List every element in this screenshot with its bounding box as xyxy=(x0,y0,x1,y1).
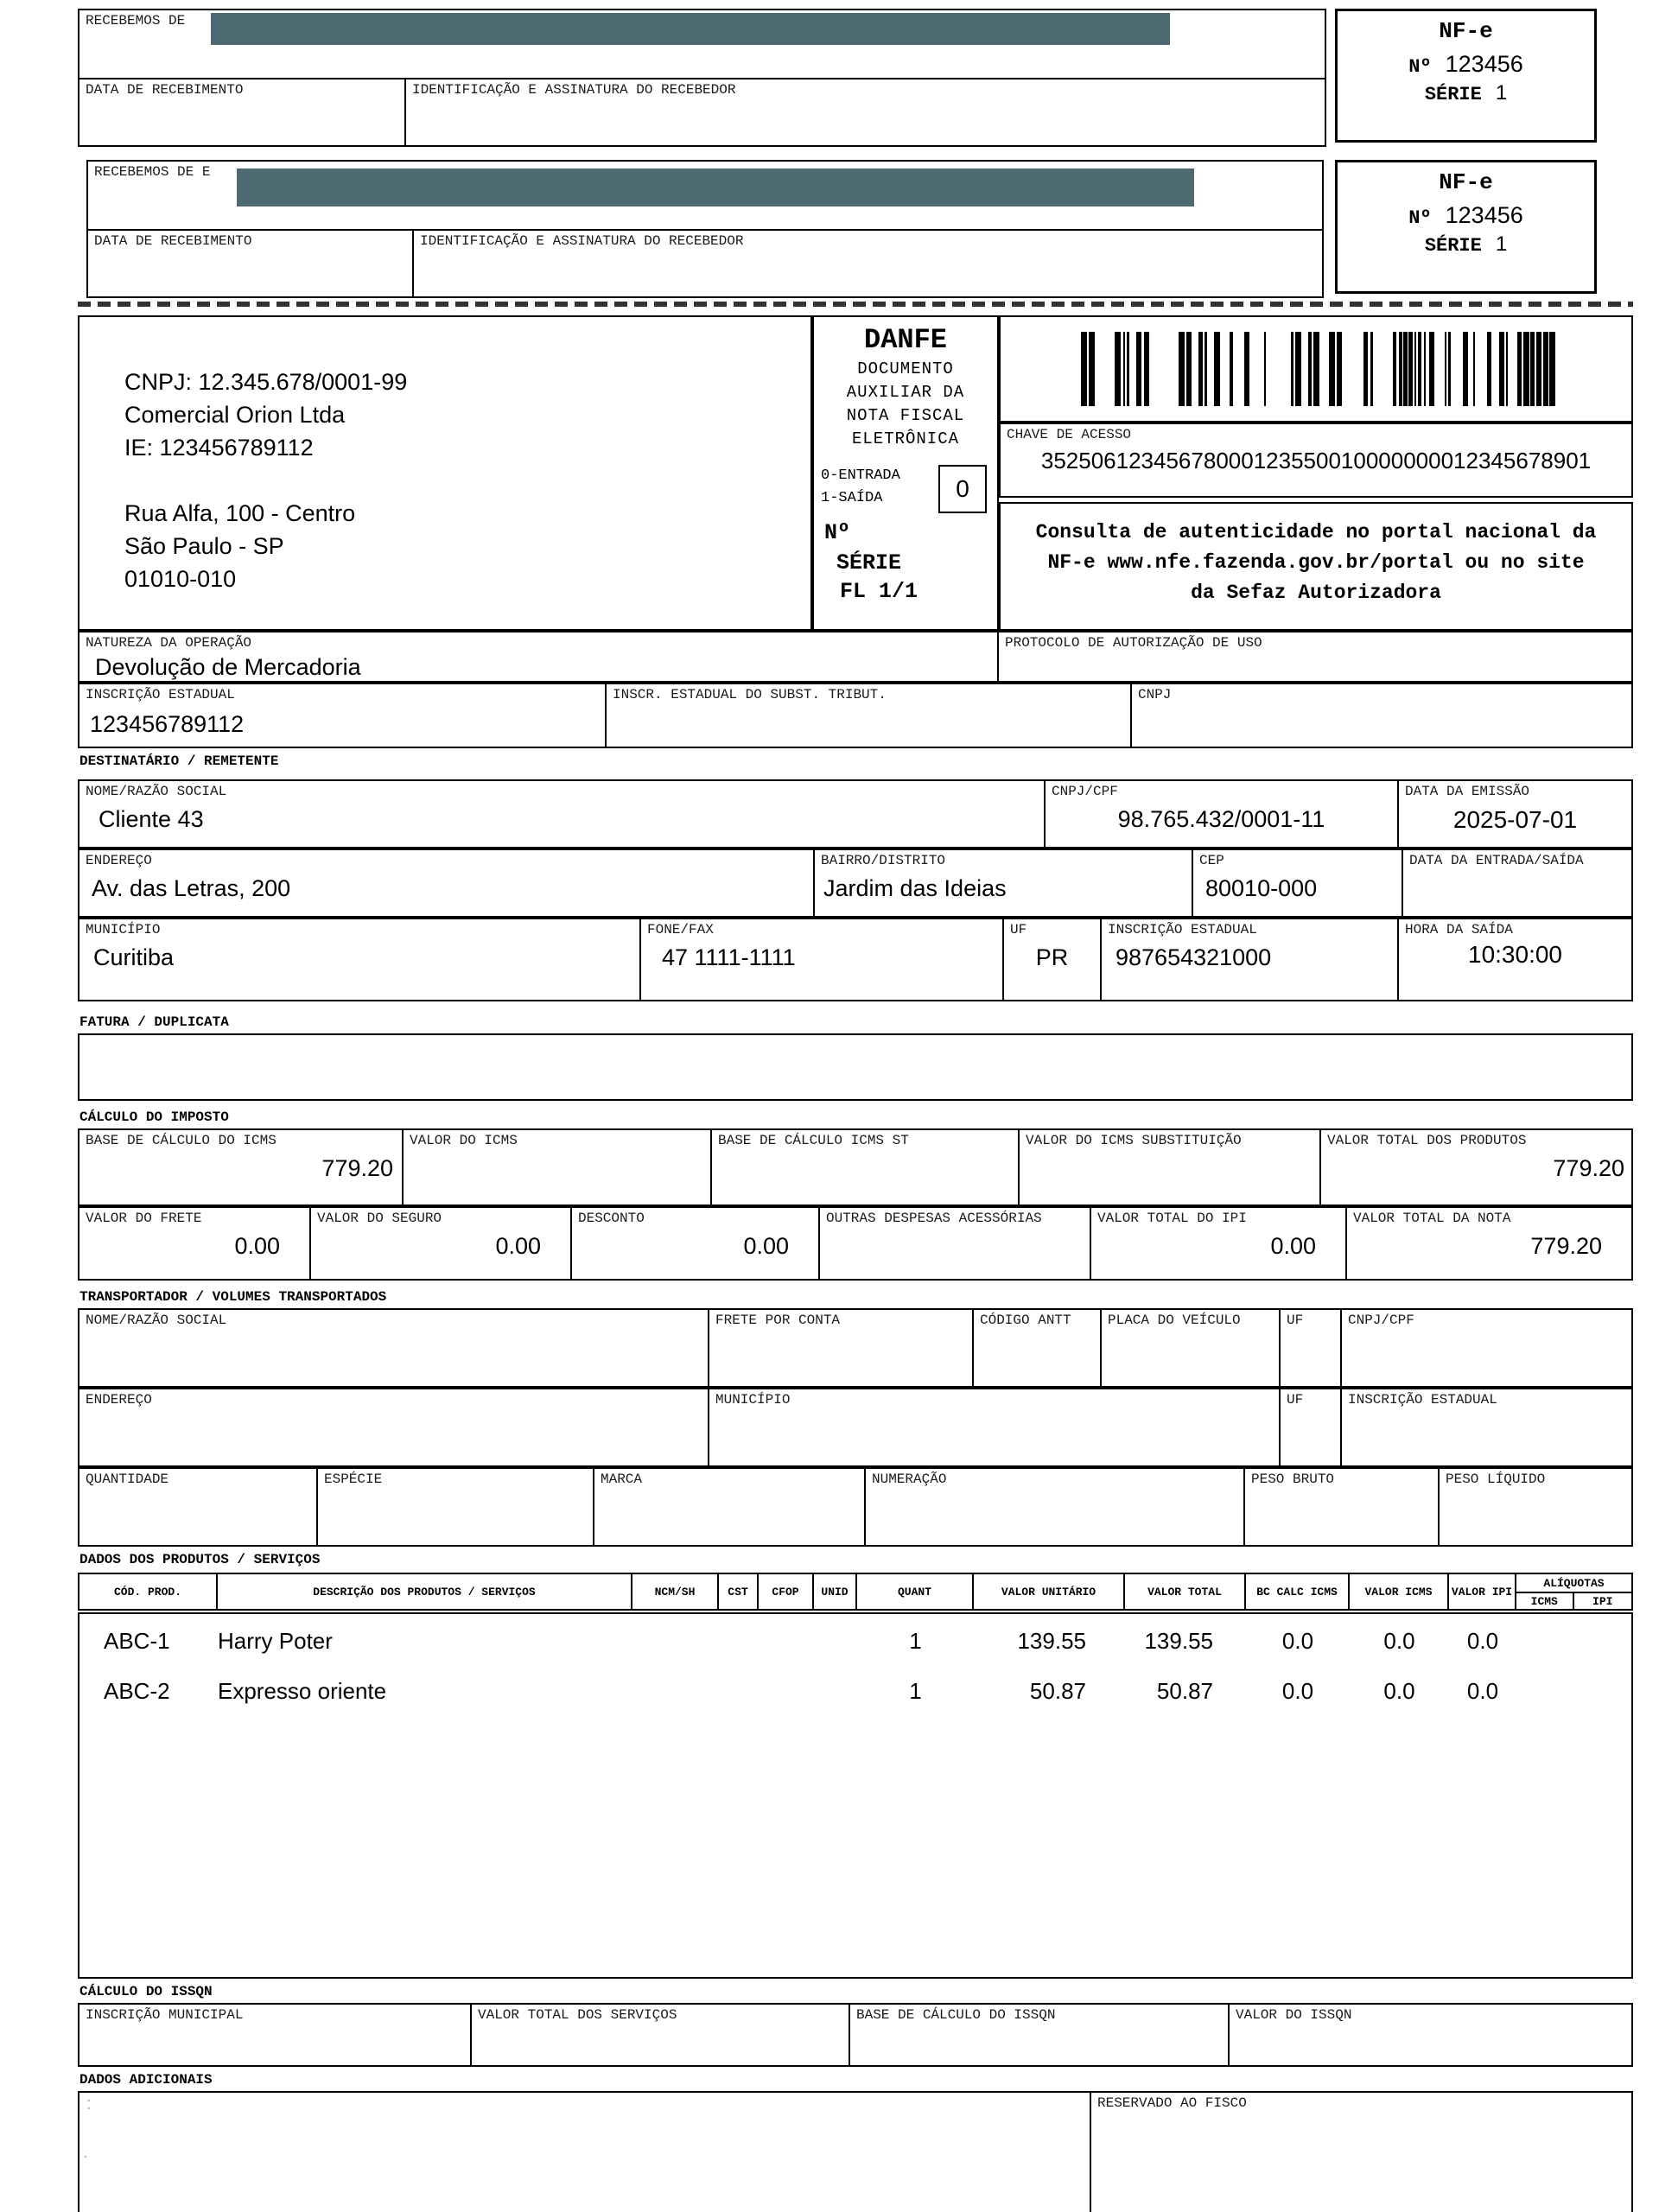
numeracao-label: NUMERAÇÃO xyxy=(872,1471,947,1487)
inscricao-municipal-label: INSCRIÇÃO MUNICIPAL xyxy=(86,2007,244,2023)
nfe-title: NF-e xyxy=(1439,18,1493,44)
nome-razao-value: Cliente 43 xyxy=(99,806,204,832)
data-entrada-saida-label: DATA DA ENTRADA/SAÍDA xyxy=(1409,853,1584,868)
imposto-section-header: CÁLCULO DO IMPOSTO xyxy=(79,1109,229,1125)
hora-saida-label: HORA DA SAÍDA xyxy=(1405,922,1513,938)
col-aliquotas: ALÍQUOTAS xyxy=(1516,1574,1631,1593)
uf-value: PR xyxy=(1035,944,1069,970)
endereco-label: ENDEREÇO xyxy=(86,853,152,868)
danfe-box xyxy=(812,315,999,631)
transp-ie-label: INSCRIÇÃO ESTADUAL xyxy=(1348,1392,1497,1408)
nome-razao-label: NOME/RAZÃO SOCIAL xyxy=(86,784,227,799)
municipio-value: Curitiba xyxy=(93,944,175,970)
produto-row xyxy=(79,1628,1631,1655)
total-ipi-value: 0.00 xyxy=(1270,1233,1316,1259)
col-valor-unitario: VALOR UNITÁRIO xyxy=(974,1574,1125,1609)
bairro-value: Jardim das Ideias xyxy=(823,875,1007,901)
emitente-cidade: São Paulo - SP xyxy=(124,533,284,559)
produto-quant: 1 xyxy=(909,1628,922,1654)
transp-uf-label: UF xyxy=(1287,1313,1304,1328)
nfe-number-box-2 xyxy=(1335,160,1597,294)
serie-value: 1 xyxy=(1495,232,1508,256)
assinatura-recebedor-label: IDENTIFICAÇÃO E ASSINATURA DO RECEBEDOR xyxy=(412,82,736,98)
chave-acesso-box xyxy=(999,423,1633,498)
dados-adicionais-section-header: DADOS ADICIONAIS xyxy=(79,2072,213,2088)
fone-fax-value: 47 1111-1111 xyxy=(662,944,796,970)
produto-bc-calc-icms: 0.0 xyxy=(1281,1678,1314,1704)
cnpj-cpf-value: 98.765.432/0001-11 xyxy=(1117,806,1325,832)
bc-icms-value: 779.20 xyxy=(321,1155,393,1181)
produto-valor-ipi: 0.0 xyxy=(1466,1628,1499,1654)
scan-artifact: . xyxy=(83,2143,88,2162)
danfe-title: DANFE xyxy=(863,324,947,356)
danfe-folha: FL 1/1 xyxy=(840,579,918,604)
produto-quant: 1 xyxy=(909,1678,922,1704)
quantidade-label: QUANTIDADE xyxy=(86,1471,169,1487)
col-valor-total: VALOR TOTAL xyxy=(1125,1574,1246,1609)
col-cod-prod: CÓD. PROD. xyxy=(79,1574,218,1609)
fatura-section-header: FATURA / DUPLICATA xyxy=(79,1014,229,1030)
produto-valor-unitario: 50.87 xyxy=(1029,1678,1086,1704)
endereco-value: Av. das Letras, 200 xyxy=(92,875,291,901)
data-emissao-label: DATA DA EMISSÃO xyxy=(1405,784,1530,799)
cnpj-label: CNPJ xyxy=(1138,687,1172,702)
col-cst: CST xyxy=(719,1574,759,1609)
produtos-table-header xyxy=(78,1573,1633,1611)
emitente-endereco: Rua Alfa, 100 - Centro xyxy=(124,500,356,526)
frete-value: 0.00 xyxy=(234,1233,280,1259)
placa-veiculo-label: PLACA DO VEÍCULO xyxy=(1108,1313,1241,1328)
municipio-label: MUNICÍPIO xyxy=(86,922,161,938)
inscricao-subst-label: INSCR. ESTADUAL DO SUBST. TRIBUT. xyxy=(613,687,887,702)
recebemos-label: RECEBEMOS DE xyxy=(86,13,186,29)
assinatura-recebedor-label: IDENTIFICAÇÃO E ASSINATURA DO RECEBEDOR xyxy=(420,233,744,249)
total-produtos-value: 779.20 xyxy=(1553,1155,1624,1181)
seguro-label: VALOR DO SEGURO xyxy=(317,1211,442,1226)
danfe-subtitle-line: DOCUMENTO xyxy=(857,359,954,378)
consulta-line: da Sefaz Autorizadora xyxy=(1191,582,1441,604)
desconto-value: 0.00 xyxy=(743,1233,789,1259)
especie-label: ESPÉCIE xyxy=(324,1471,383,1487)
outras-despesas-label: OUTRAS DESPESAS ACESSÓRIAS xyxy=(826,1211,1042,1226)
issqn-section-header: CÁLCULO DO ISSQN xyxy=(79,1984,213,1999)
total-nota-label: VALOR TOTAL DA NOTA xyxy=(1353,1211,1511,1226)
natureza-operacao-label: NATUREZA DA OPERAÇÃO xyxy=(86,635,252,651)
danfe-subtitle-line: ELETRÔNICA xyxy=(851,429,960,448)
produto-descricao: Expresso oriente xyxy=(218,1678,387,1704)
nfe-title: NF-e xyxy=(1439,169,1493,195)
emitente-nome: Comercial Orion Ltda xyxy=(124,402,346,428)
dest-inscricao-estadual-label: INSCRIÇÃO ESTADUAL xyxy=(1108,922,1257,938)
transp-uf2-label: UF xyxy=(1287,1392,1304,1408)
bairro-label: BAIRRO/DISTRITO xyxy=(821,853,946,868)
entrada-label: 0-ENTRADA xyxy=(821,467,900,484)
produto-valor-icms: 0.0 xyxy=(1383,1678,1415,1704)
scan-artifact: : xyxy=(86,2094,92,2113)
produto-descricao: Harry Poter xyxy=(218,1628,333,1654)
redaction-bar xyxy=(211,13,1170,45)
emitente-box xyxy=(78,315,812,631)
data-recebimento-label: DATA DE RECEBIMENTO xyxy=(86,82,244,98)
valor-icms-label: VALOR DO ICMS xyxy=(410,1133,518,1148)
consulta-line: NF-e www.nfe.fazenda.gov.br/portal ou no site xyxy=(1047,551,1585,574)
produto-valor-total: 139.55 xyxy=(1144,1628,1213,1654)
dados-adicionais-box xyxy=(78,2091,1091,2212)
valor-icms-st-label: VALOR DO ICMS SUBSTITUIÇÃO xyxy=(1026,1133,1242,1148)
danfe-subtitle-line: NOTA FISCAL xyxy=(846,406,965,425)
produto-valor-total: 50.87 xyxy=(1156,1678,1213,1704)
numero-label: Nº xyxy=(1408,56,1432,78)
produto-valor-ipi: 0.0 xyxy=(1466,1678,1499,1704)
transportador-section-header: TRANSPORTADOR / VOLUMES TRANSPORTADOS xyxy=(79,1289,387,1305)
seguro-value: 0.00 xyxy=(495,1233,541,1259)
chave-acesso-value: 35250612345678000123550010000000012345678901 xyxy=(1040,448,1592,474)
barcode-box xyxy=(999,315,1633,423)
protocolo-label: PROTOCOLO DE AUTORIZAÇÃO DE USO xyxy=(1005,635,1262,651)
data-recebimento-label: DATA DE RECEBIMENTO xyxy=(94,233,252,249)
transp-cnpj-label: CNPJ/CPF xyxy=(1348,1313,1414,1328)
numero-value: 123456 xyxy=(1445,202,1523,228)
produto-cod: ABC-2 xyxy=(104,1678,170,1704)
col-bc-calc-icms: BC CALC ICMS xyxy=(1246,1574,1350,1609)
receipt-block-1 xyxy=(78,9,1326,147)
col-cfop: CFOP xyxy=(759,1574,814,1609)
produto-row xyxy=(79,1678,1631,1705)
total-ipi-label: VALOR TOTAL DO IPI xyxy=(1097,1211,1247,1226)
transp-municipio-label: MUNICÍPIO xyxy=(715,1392,791,1408)
serie-label: SÉRIE xyxy=(1424,235,1482,257)
bc-issqn-label: BASE DE CÁLCULO DO ISSQN xyxy=(856,2007,1056,2023)
produto-valor-unitario: 139.55 xyxy=(1017,1628,1086,1654)
col-valor-icms: VALOR ICMS xyxy=(1350,1574,1449,1609)
inscricao-estadual-value: 123456789112 xyxy=(90,711,245,737)
serie-label: SÉRIE xyxy=(1424,84,1482,105)
col-aliq-ipi: IPI xyxy=(1592,1594,1613,1608)
nfe-number-box-1 xyxy=(1335,9,1597,143)
data-emissao-value: 2025-07-01 xyxy=(1452,806,1578,833)
numero-value: 123456 xyxy=(1445,51,1523,77)
peso-bruto-label: PESO BRUTO xyxy=(1251,1471,1335,1487)
redaction-bar xyxy=(237,168,1194,207)
cnpj-cpf-label: CNPJ/CPF xyxy=(1052,784,1118,799)
reservado-fisco-label: RESERVADO AO FISCO xyxy=(1097,2095,1247,2111)
total-produtos-label: VALOR TOTAL DOS PRODUTOS xyxy=(1327,1133,1527,1148)
uf-label: UF xyxy=(1010,922,1027,938)
dest-inscricao-estadual-value: 987654321000 xyxy=(1116,944,1272,970)
col-quant: QUANT xyxy=(857,1574,974,1609)
serie-value: 1 xyxy=(1495,81,1508,105)
destinatario-section-header: DESTINATÁRIO / REMETENTE xyxy=(79,753,279,769)
col-ncm: NCM/SH xyxy=(632,1574,719,1609)
col-valor-ipi: VALOR IPI xyxy=(1449,1574,1516,1609)
danfe-numero-label: Nº xyxy=(824,520,851,545)
total-servicos-label: VALOR TOTAL DOS SERVIÇOS xyxy=(478,2007,677,2023)
codigo-antt-label: CÓDIGO ANTT xyxy=(980,1313,1071,1328)
peso-liquido-label: PESO LÍQUIDO xyxy=(1446,1471,1546,1487)
valor-issqn-label: VALOR DO ISSQN xyxy=(1236,2007,1352,2023)
transp-nome-label: NOME/RAZÃO SOCIAL xyxy=(86,1313,227,1328)
emitente-cnpj: CNPJ: 12.345.678/0001-99 xyxy=(124,369,408,395)
fone-fax-label: FONE/FAX xyxy=(647,922,714,938)
produtos-section-header: DADOS DOS PRODUTOS / SERVIÇOS xyxy=(79,1552,321,1567)
consulta-box xyxy=(999,502,1633,631)
saida-label: 1-SAÍDA xyxy=(821,490,883,506)
frete-por-conta-label: FRETE POR CONTA xyxy=(715,1313,841,1328)
produto-cod: ABC-1 xyxy=(104,1628,170,1654)
produto-valor-icms: 0.0 xyxy=(1383,1628,1415,1654)
barcode xyxy=(1073,332,1557,406)
bc-icms-label: BASE DE CÁLCULO DO ICMS xyxy=(86,1133,276,1148)
danfe-subtitle-line: AUXILIAR DA xyxy=(846,383,965,402)
emitente-ie: IE: 123456789112 xyxy=(124,435,314,461)
bc-icms-st-label: BASE DE CÁLCULO ICMS ST xyxy=(718,1133,909,1148)
cep-value: 80010-000 xyxy=(1205,875,1318,901)
total-nota-value: 779.20 xyxy=(1530,1233,1602,1259)
inscricao-estadual-label: INSCRIÇÃO ESTADUAL xyxy=(86,687,235,702)
col-aliq-icms: ICMS xyxy=(1516,1593,1574,1609)
danfe-serie-label: SÉRIE xyxy=(836,550,902,575)
col-unid: UNID xyxy=(814,1574,857,1609)
desconto-label: DESCONTO xyxy=(578,1211,645,1226)
chave-acesso-label: CHAVE DE ACESSO xyxy=(1007,427,1132,442)
frete-label: VALOR DO FRETE xyxy=(86,1211,202,1226)
col-descricao: DESCRIÇÃO DOS PRODUTOS / SERVIÇOS xyxy=(218,1574,632,1609)
cep-label: CEP xyxy=(1199,853,1224,868)
numero-label: Nº xyxy=(1408,207,1432,229)
transp-endereco-label: ENDEREÇO xyxy=(86,1392,152,1408)
marca-label: MARCA xyxy=(601,1471,643,1487)
receipt-block-2 xyxy=(86,160,1324,298)
tipo-operacao-box: 0 xyxy=(938,465,987,513)
emitente-cep: 01010-010 xyxy=(124,566,237,592)
hora-saida-value: 10:30:00 xyxy=(1468,941,1562,968)
natureza-operacao-value: Devolução de Mercadoria xyxy=(95,654,361,680)
produtos-table-body xyxy=(78,1612,1633,1979)
consulta-line: Consulta de autenticidade no portal nacional da xyxy=(1035,521,1597,543)
recebemos-label: RECEBEMOS DE E xyxy=(94,164,211,180)
produto-bc-calc-icms: 0.0 xyxy=(1281,1628,1314,1654)
fatura-box xyxy=(78,1033,1633,1101)
cut-line xyxy=(78,302,1633,307)
